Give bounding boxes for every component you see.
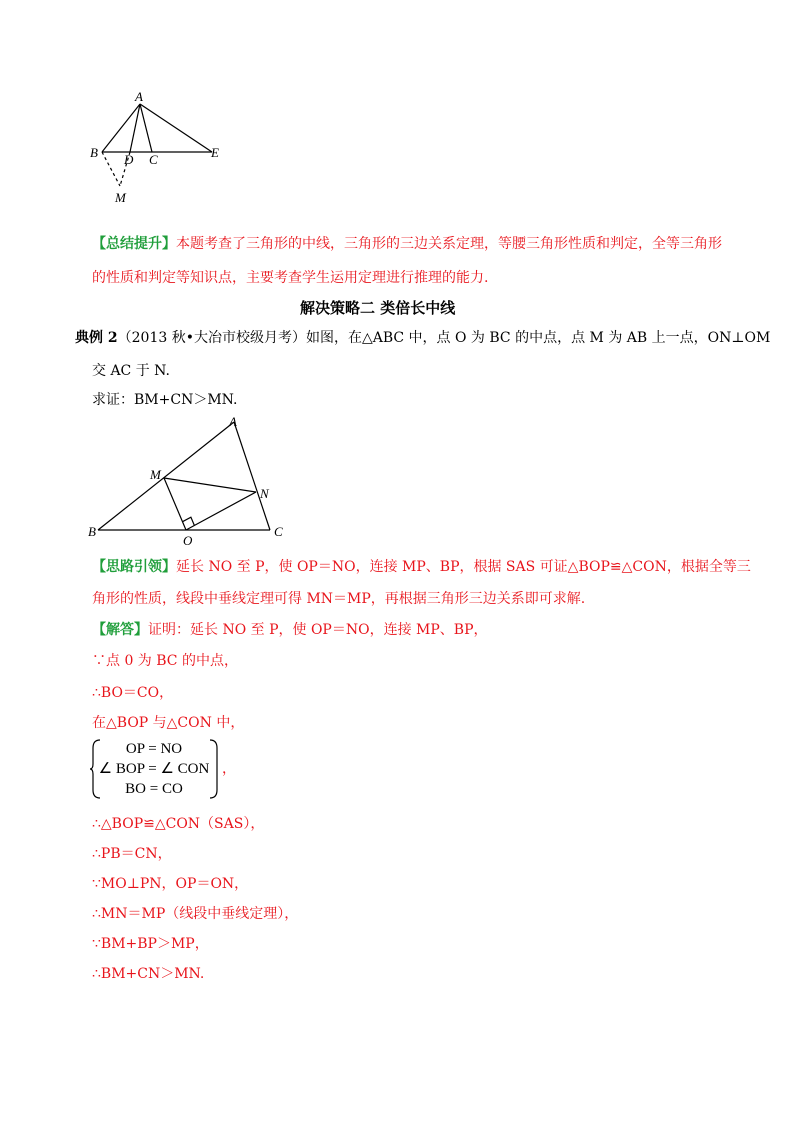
label-B: B xyxy=(90,145,98,160)
hint-tag: 【思路引领】 xyxy=(92,559,176,575)
section-title: 解决策略二 类倍长中线 xyxy=(300,299,456,317)
example-source: （2013 秋•大冶市校级月考） xyxy=(117,330,306,346)
seg-ON xyxy=(186,492,256,530)
seg-AB xyxy=(98,422,234,530)
seg-BM xyxy=(102,152,120,186)
seg-AC xyxy=(234,422,270,530)
hint-line-2: 角形的性质，线段中垂线定理可得 MN＝MP，再根据三角形三边关系即可求解. xyxy=(92,591,586,607)
example-prove: 求证：BM+CN＞MN. xyxy=(92,392,238,408)
answer-intro-line xyxy=(92,621,488,639)
answer-step-4: ∴△BOP≌△CON（SAS）， xyxy=(92,816,265,832)
label-M: M xyxy=(150,467,161,482)
figure-2-diagram xyxy=(84,412,294,548)
right-angle-mark xyxy=(183,517,195,525)
system-line-2: ∠ BOP = ∠ CON xyxy=(98,761,210,777)
system-line-1: OP = NO xyxy=(125,741,183,757)
answer-step-5: ∴PB＝CN， xyxy=(92,846,172,862)
answer-step-3: 在△BOP 与△CON 中， xyxy=(92,715,245,731)
answer-step-9: ∴BM+CN＞MN. xyxy=(92,966,205,982)
right-brace xyxy=(208,738,220,800)
answer-tag: 【解答】 xyxy=(92,622,148,638)
summary-line-2: 的性质和判定等知识点，主要考查学生运用定理进行推理的能力. xyxy=(92,270,489,286)
answer-intro: 证明：延长 NO 至 P，使 OP＝NO，连接 MP、BP， xyxy=(148,622,488,638)
example-line-1 xyxy=(75,329,770,347)
label-A: A xyxy=(229,414,237,429)
label-M: M xyxy=(115,190,126,205)
answer-step-2: ∴BO＝CO， xyxy=(92,685,174,701)
label-C: C xyxy=(149,152,158,167)
seg-MN xyxy=(164,478,256,492)
label-A: A xyxy=(135,90,143,104)
answer-step-1: ∵点 0 为 BC 的中点， xyxy=(92,653,238,669)
figure-1-diagram xyxy=(80,90,240,210)
label-N: N xyxy=(260,486,269,501)
answer-step-7: ∴MN＝MP（线段中垂线定理）， xyxy=(92,906,299,922)
system-tail: ， xyxy=(222,761,236,777)
equation-system xyxy=(90,738,230,800)
answer-step-6: ∵MO⊥PN，OP＝ON， xyxy=(92,876,249,892)
seg-MO xyxy=(164,478,186,530)
summary-tag: 【总结提升】 xyxy=(92,236,176,252)
label-C: C xyxy=(274,524,283,539)
label-E: E xyxy=(211,145,219,160)
example-tag: 典例 2 xyxy=(75,330,118,346)
example-text-1: 如图，在△ABC 中，点 O 为 BC 的中点，点 M 为 AB 上一点，ON⊥OM xyxy=(305,330,771,346)
example-line-2: 交 AC 于 N. xyxy=(92,363,170,379)
system-line-3: BO = CO xyxy=(125,781,183,797)
label-B: B xyxy=(88,524,96,539)
hint-line-1: 【思路引领】延长 NO 至 P，使 OP＝NO，连接 MP、BP，根据 SAS 可证△BOP≌△CON，根据全等三 xyxy=(92,559,751,575)
answer-step-8: ∵BM+BP＞MP， xyxy=(92,936,209,952)
label-O: O xyxy=(183,533,193,548)
summary-line-1: 【总结提升】本题考查了三角形的中线，三角形的三边关系定理，等腰三角形性质和判定，全等三角形 xyxy=(92,236,722,252)
label-D: D xyxy=(124,152,134,167)
seg-AB xyxy=(102,104,140,152)
